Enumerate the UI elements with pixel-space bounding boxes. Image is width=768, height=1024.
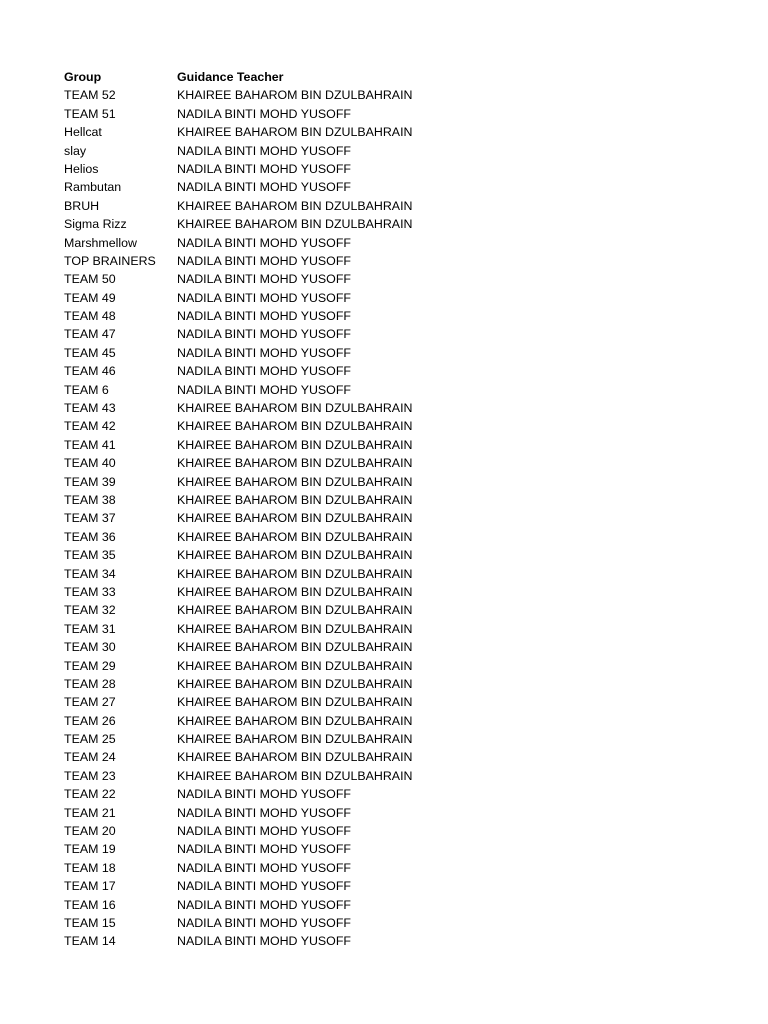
teacher-cell: NADILA BINTI MOHD YUSOFF: [177, 161, 351, 176]
table-row: [64, 436, 704, 454]
group-cell: TEAM 32: [64, 603, 116, 618]
teacher-cell: KHAIREE BAHAROM BIN DZULBAHRAIN: [177, 419, 413, 434]
teacher-cell: NADILA BINTI MOHD YUSOFF: [177, 824, 351, 839]
group-cell: TEAM 30: [64, 640, 116, 655]
table-row: [64, 914, 704, 932]
group-cell: TEAM 18: [64, 860, 116, 875]
group-cell: TEAM 48: [64, 309, 116, 324]
group-cell: TEAM 43: [64, 401, 116, 416]
group-cell: TEAM 35: [64, 548, 116, 563]
group-cell: TEAM 22: [64, 787, 116, 802]
table-row: [64, 270, 704, 288]
table-row: [64, 638, 704, 656]
table-row: [64, 454, 704, 472]
table-row: [64, 344, 704, 362]
table-row: [64, 712, 704, 730]
table-row: [64, 804, 704, 822]
group-cell: Hellcat: [64, 125, 102, 140]
table-row: [64, 601, 704, 619]
teacher-cell: NADILA BINTI MOHD YUSOFF: [177, 309, 351, 324]
table-row: [64, 417, 704, 435]
teacher-cell: KHAIREE BAHAROM BIN DZULBAHRAIN: [177, 640, 413, 655]
group-cell: TEAM 16: [64, 897, 116, 912]
teacher-cell: KHAIREE BAHAROM BIN DZULBAHRAIN: [177, 695, 413, 710]
group-cell: TEAM 42: [64, 419, 116, 434]
table-row: [64, 86, 704, 104]
teacher-cell: NADILA BINTI MOHD YUSOFF: [177, 364, 351, 379]
group-cell: TEAM 36: [64, 529, 116, 544]
teacher-cell: NADILA BINTI MOHD YUSOFF: [177, 143, 351, 158]
teacher-cell: KHAIREE BAHAROM BIN DZULBAHRAIN: [177, 621, 413, 636]
table-row: [64, 362, 704, 380]
teacher-cell: KHAIREE BAHAROM BIN DZULBAHRAIN: [177, 198, 413, 213]
table-row: [64, 123, 704, 141]
teacher-cell: KHAIREE BAHAROM BIN DZULBAHRAIN: [177, 437, 413, 452]
table-row: [64, 325, 704, 343]
teacher-cell: KHAIREE BAHAROM BIN DZULBAHRAIN: [177, 713, 413, 728]
group-cell: TEAM 41: [64, 437, 116, 452]
group-cell: TEAM 50: [64, 272, 116, 287]
group-cell: TOP BRAINERS: [64, 253, 156, 268]
teacher-cell: NADILA BINTI MOHD YUSOFF: [177, 842, 351, 857]
group-cell: TEAM 29: [64, 658, 116, 673]
teacher-cell: NADILA BINTI MOHD YUSOFF: [177, 327, 351, 342]
teacher-cell: KHAIREE BAHAROM BIN DZULBAHRAIN: [177, 548, 413, 563]
table-row: [64, 565, 704, 583]
table-row: [64, 381, 704, 399]
group-cell: TEAM 14: [64, 934, 116, 949]
group-cell: TEAM 31: [64, 621, 116, 636]
teacher-cell: NADILA BINTI MOHD YUSOFF: [177, 787, 351, 802]
group-cell: TEAM 45: [64, 345, 116, 360]
table-row: [64, 546, 704, 564]
group-cell: TEAM 17: [64, 879, 116, 894]
table-row: [64, 197, 704, 215]
group-cell: TEAM 33: [64, 584, 116, 599]
table-row: [64, 896, 704, 914]
table-row: [64, 620, 704, 638]
table-header-row: [64, 68, 704, 86]
teacher-cell: NADILA BINTI MOHD YUSOFF: [177, 915, 351, 930]
table-row: [64, 840, 704, 858]
teacher-cell: NADILA BINTI MOHD YUSOFF: [177, 382, 351, 397]
table-row: [64, 932, 704, 950]
group-cell: Helios: [64, 161, 99, 176]
table-row: [64, 767, 704, 785]
group-cell: TEAM 21: [64, 805, 116, 820]
table-row: [64, 859, 704, 877]
teacher-cell: KHAIREE BAHAROM BIN DZULBAHRAIN: [177, 603, 413, 618]
teacher-cell: KHAIREE BAHAROM BIN DZULBAHRAIN: [177, 474, 413, 489]
teacher-cell: NADILA BINTI MOHD YUSOFF: [177, 345, 351, 360]
teacher-cell: KHAIREE BAHAROM BIN DZULBAHRAIN: [177, 584, 413, 599]
group-cell: TEAM 6: [64, 382, 109, 397]
teacher-cell: KHAIREE BAHAROM BIN DZULBAHRAIN: [177, 125, 413, 140]
teacher-cell: NADILA BINTI MOHD YUSOFF: [177, 934, 351, 949]
table-row: [64, 509, 704, 527]
group-cell: TEAM 46: [64, 364, 116, 379]
table-body: [64, 86, 704, 950]
group-cell: TEAM 20: [64, 824, 116, 839]
teacher-cell: KHAIREE BAHAROM BIN DZULBAHRAIN: [177, 217, 413, 232]
group-cell: TEAM 40: [64, 456, 116, 471]
group-cell: TEAM 37: [64, 511, 116, 526]
teacher-cell: NADILA BINTI MOHD YUSOFF: [177, 180, 351, 195]
group-cell: TEAM 24: [64, 750, 116, 765]
teacher-cell: KHAIREE BAHAROM BIN DZULBAHRAIN: [177, 566, 413, 581]
teacher-cell: NADILA BINTI MOHD YUSOFF: [177, 860, 351, 875]
group-cell: TEAM 19: [64, 842, 116, 857]
teacher-cell: NADILA BINTI MOHD YUSOFF: [177, 290, 351, 305]
table-row: [64, 142, 704, 160]
teacher-cell: KHAIREE BAHAROM BIN DZULBAHRAIN: [177, 768, 413, 783]
teacher-cell: NADILA BINTI MOHD YUSOFF: [177, 272, 351, 287]
table-row: [64, 877, 704, 895]
group-cell: Sigma Rizz: [64, 217, 127, 232]
group-cell: TEAM 26: [64, 713, 116, 728]
teacher-cell: KHAIREE BAHAROM BIN DZULBAHRAIN: [177, 732, 413, 747]
table-row: [64, 289, 704, 307]
teacher-cell: NADILA BINTI MOHD YUSOFF: [177, 106, 351, 121]
teacher-cell: KHAIREE BAHAROM BIN DZULBAHRAIN: [177, 456, 413, 471]
group-cell: TEAM 38: [64, 492, 116, 507]
teacher-cell: KHAIREE BAHAROM BIN DZULBAHRAIN: [177, 658, 413, 673]
teacher-cell: NADILA BINTI MOHD YUSOFF: [177, 879, 351, 894]
group-cell: BRUH: [64, 198, 100, 213]
group-cell: TEAM 34: [64, 566, 116, 581]
group-cell: TEAM 49: [64, 290, 116, 305]
teacher-cell: KHAIREE BAHAROM BIN DZULBAHRAIN: [177, 529, 413, 544]
group-cell: Marshmellow: [64, 235, 137, 250]
table-row: [64, 748, 704, 766]
table-row: [64, 693, 704, 711]
table-row: [64, 399, 704, 417]
teacher-cell: KHAIREE BAHAROM BIN DZULBAHRAIN: [177, 676, 413, 691]
table-row: [64, 252, 704, 270]
table-row: [64, 675, 704, 693]
table-row: [64, 491, 704, 509]
table-row: [64, 657, 704, 675]
teacher-cell: KHAIREE BAHAROM BIN DZULBAHRAIN: [177, 492, 413, 507]
table-row: [64, 215, 704, 233]
teacher-cell: NADILA BINTI MOHD YUSOFF: [177, 253, 351, 268]
teacher-cell: NADILA BINTI MOHD YUSOFF: [177, 897, 351, 912]
table-row: [64, 178, 704, 196]
group-cell: TEAM 51: [64, 106, 116, 121]
teacher-cell: KHAIREE BAHAROM BIN DZULBAHRAIN: [177, 511, 413, 526]
teacher-column-header: Guidance Teacher: [177, 70, 284, 84]
group-cell: TEAM 15: [64, 915, 116, 930]
teacher-cell: KHAIREE BAHAROM BIN DZULBAHRAIN: [177, 401, 413, 416]
teacher-cell: NADILA BINTI MOHD YUSOFF: [177, 805, 351, 820]
table-row: [64, 528, 704, 546]
table-row: [64, 822, 704, 840]
group-cell: TEAM 28: [64, 676, 116, 691]
table-row: [64, 583, 704, 601]
table-row: [64, 785, 704, 803]
table-row: [64, 160, 704, 178]
group-cell: slay: [64, 143, 87, 158]
group-cell: TEAM 27: [64, 695, 116, 710]
group-teacher-table: [64, 68, 704, 951]
table-row: [64, 234, 704, 252]
table-row: [64, 105, 704, 123]
group-cell: TEAM 23: [64, 768, 116, 783]
table-row: [64, 307, 704, 325]
group-cell: TEAM 52: [64, 88, 116, 103]
teacher-cell: NADILA BINTI MOHD YUSOFF: [177, 235, 351, 250]
group-cell: Rambutan: [64, 180, 122, 195]
table-row: [64, 730, 704, 748]
teacher-cell: KHAIREE BAHAROM BIN DZULBAHRAIN: [177, 750, 413, 765]
group-cell: TEAM 47: [64, 327, 116, 342]
group-cell: TEAM 39: [64, 474, 116, 489]
teacher-cell: KHAIREE BAHAROM BIN DZULBAHRAIN: [177, 88, 413, 103]
table-row: [64, 473, 704, 491]
group-column-header: Group: [64, 70, 102, 84]
group-cell: TEAM 25: [64, 732, 116, 747]
